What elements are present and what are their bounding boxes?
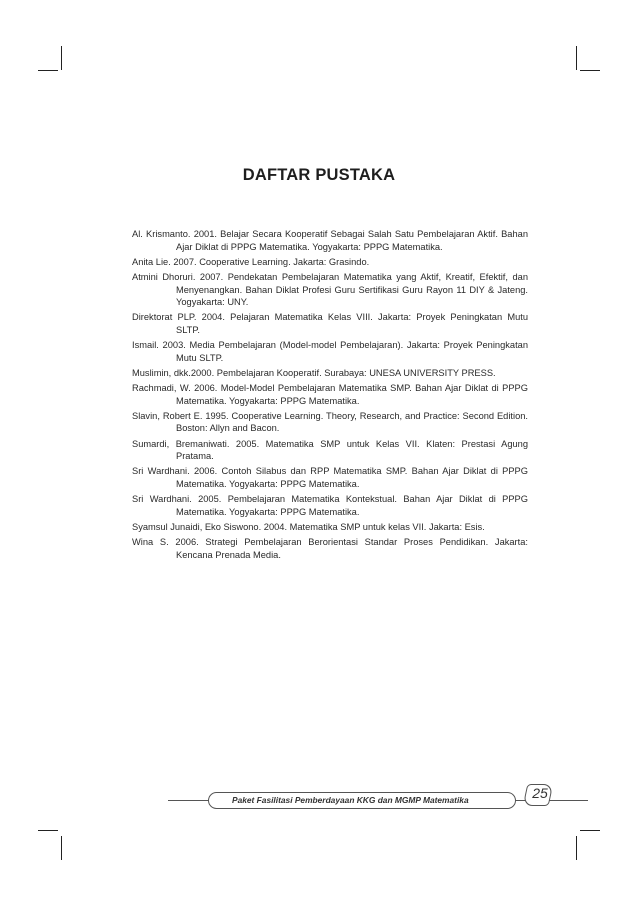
page-number: 25	[532, 785, 548, 801]
reference-item: Direktorat PLP. 2004. Pelajaran Matematika Kelas VIII. Jakarta: Proyek Peningkatan Mutu SLTP.	[132, 312, 528, 335]
reference-item: Anita Lie. 2007. Cooperative Learning. Jakarta: Grasindo.	[132, 256, 370, 267]
crop-mark	[580, 70, 600, 71]
crop-mark	[61, 46, 62, 70]
crop-mark	[576, 836, 577, 860]
reference-item: Syamsul Junaidi, Eko Siswono. 2004. Matematika SMP untuk kelas VII. Jakarta: Esis.	[132, 522, 485, 532]
reference-item: Sri Wardhani. 2005. Pembelajaran Matematika Kontekstual. Bahan Ajar Diklat di PPPG Matematika. Yogyakarta: PPPG Matematika.	[132, 494, 528, 517]
crop-mark	[576, 46, 577, 70]
crop-mark	[38, 830, 58, 831]
reference-list	[132, 228, 528, 564]
reference-item: Atmini Dhoruri. 2007. Pendekatan Pembelajaran Matematika yang Aktif, Kreatif, Efektif, dan Menyenangkan. Bahan Diklat Profesi Guru Sertifikasi Guru Rayon 11 DIY & Jateng. Yogyakarta: UNY.	[132, 271, 528, 308]
crop-mark	[61, 836, 62, 860]
reference-item: Rachmadi, W. 2006. Model-Model Pembelajaran Matematika SMP. Bahan Ajar Diklat di PPPG Matematika. Yogyakarta: PPPG Matematika.	[132, 383, 528, 406]
crop-mark	[38, 70, 58, 71]
reference-item: Wina S. 2006. Strategi Pembelajaran Berorientasi Standar Proses Pendidikan. Jakarta: Kencana Prenada Media.	[132, 537, 528, 560]
reference-item: Ismail. 2003. Media Pembelajaran (Model-model Pembelajaran). Jakarta: Proyek Peningkatan Mutu SLTP.	[132, 340, 528, 363]
reference-item: Sri Wardhani. 2006. Contoh Silabus dan RPP Matematika SMP. Bahan Ajar Diklat di PPPG Matematika. Yogyakarta: PPPG Matematika.	[132, 466, 528, 490]
reference-item: Al. Krismanto. 2001. Belajar Secara Kooperatif Sebagai Salah Satu Pembelajaran Aktif. Bahan Ajar Diklat di PPPG Matematika. Yogyakarta: PPPG Matematika.	[132, 229, 528, 252]
reference-item: Sumardi, Bremaniwati. 2005. Matematika SMP untuk Kelas VII. Klaten: Prestasi Agung Pratama.	[132, 438, 528, 462]
crop-mark	[580, 830, 600, 831]
reference-item: Slavin, Robert E. 1995. Cooperative Learning. Theory, Research, and Practice: Second Edition. Boston: Allyn and Bacon.	[132, 410, 528, 434]
page-title: DAFTAR PUSTAKA	[242, 166, 396, 184]
reference-item: Muslimin, dkk.2000. Pembelajaran Kooperatif. Surabaya: UNESA UNIVERSITY PRESS.	[132, 367, 496, 378]
footer-text: Paket Fasilitasi Pemberdayaan KKG dan MGMP Matematika	[232, 795, 469, 805]
